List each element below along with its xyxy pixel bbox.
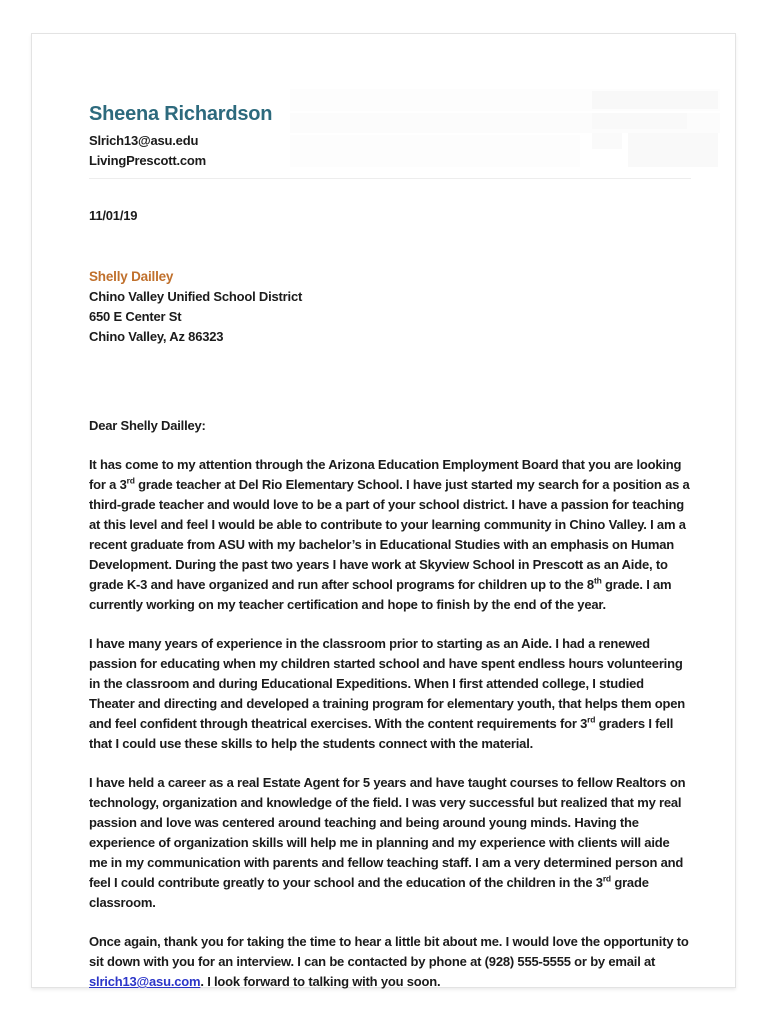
body-paragraph bbox=[89, 932, 691, 992]
email-link[interactable]: slrich13@asu.com bbox=[89, 974, 201, 989]
superscript-ordinal: th bbox=[593, 575, 602, 586]
recipient-street: 650 E Center St bbox=[89, 309, 182, 324]
body-paragraph bbox=[89, 773, 691, 913]
body-text: . I look forward to talking with you soon. bbox=[200, 974, 441, 989]
body-text: It has come to my attention through the Arizona Education Employment Board that you are looking for a 3 bbox=[89, 457, 682, 492]
letter-date: 11/01/19 bbox=[89, 208, 138, 223]
recipient-city: Chino Valley, Az 86323 bbox=[89, 329, 224, 344]
letter-header bbox=[89, 102, 690, 179]
recipient-block bbox=[89, 267, 690, 347]
superscript-ordinal: rd bbox=[126, 475, 135, 486]
sender-website: LivingPrescott.com bbox=[89, 153, 207, 168]
salutation: Dear Shelly Dailley: bbox=[89, 418, 206, 433]
body-paragraph bbox=[89, 634, 691, 754]
body-text: grade teacher at Del Rio Elementary School. I have just started my search for a position as a third-grade teacher and would love to be a part of your school district. I have a passion for teaching at this level and feel I would be able to contribute to your learning community in Chino Valley. I am a recent graduate from ASU with my bachelor’s in Educational Studies with an emphasis on Human Development. During the past two years I have work at Skyview School in Prescott as an Aide, to grade K-3 and have organized and run after school programs for children up to the 8 bbox=[89, 477, 690, 592]
letter-page bbox=[31, 33, 736, 988]
recipient-organization: Chino Valley Unified School District bbox=[89, 289, 303, 304]
sender-name: Sheena Richardson bbox=[89, 103, 273, 125]
letter-body bbox=[89, 455, 691, 992]
body-text: I have held a career as a real Estate Agent for 5 years and have taught courses to fellow Realtors on technology, organization and knowledge of the field. I was very successful but realized that my real passion and love was centered around teaching and being around young minds. Having the experience of organization skills will help me in planning and my experience with clients will aide me in my communication with parents and fellow teaching staff. I am a very determined person and feel I could contribute greatly to your school and the education of the children in the 3 bbox=[89, 775, 686, 890]
sender-email: Slrich13@asu.edu bbox=[89, 133, 199, 148]
body-text: graders I fell that I could use these skills to help the students connect with the material. bbox=[89, 716, 674, 751]
body-text: grade. I am currently working on my teacher certification and hope to finish by the end of the year. bbox=[89, 577, 672, 612]
body-paragraph bbox=[89, 455, 691, 615]
recipient-name: Shelly Dailley bbox=[89, 269, 174, 284]
superscript-ordinal: rd bbox=[602, 873, 611, 884]
superscript-ordinal: rd bbox=[587, 714, 596, 725]
body-text: I have many years of experience in the classroom prior to starting as an Aide. I had a renewed passion for educating when my children started school and have spent endless hours volunteering in the classroom and during Educational Expeditions. When I first attended college, I studied Theater and directing and developed a training program for elementary youth, that helps them open and feel confident through theatrical exercises. With the content requirements for 3 bbox=[89, 636, 686, 731]
header-divider bbox=[89, 178, 691, 179]
body-text: grade classroom. bbox=[89, 875, 649, 910]
body-text: Once again, thank you for taking the time to hear a little bit about me. I would love the opportunity to sit down with you for an interview. I can be contacted by phone at (928) 555-5555 or by email at bbox=[89, 934, 689, 969]
